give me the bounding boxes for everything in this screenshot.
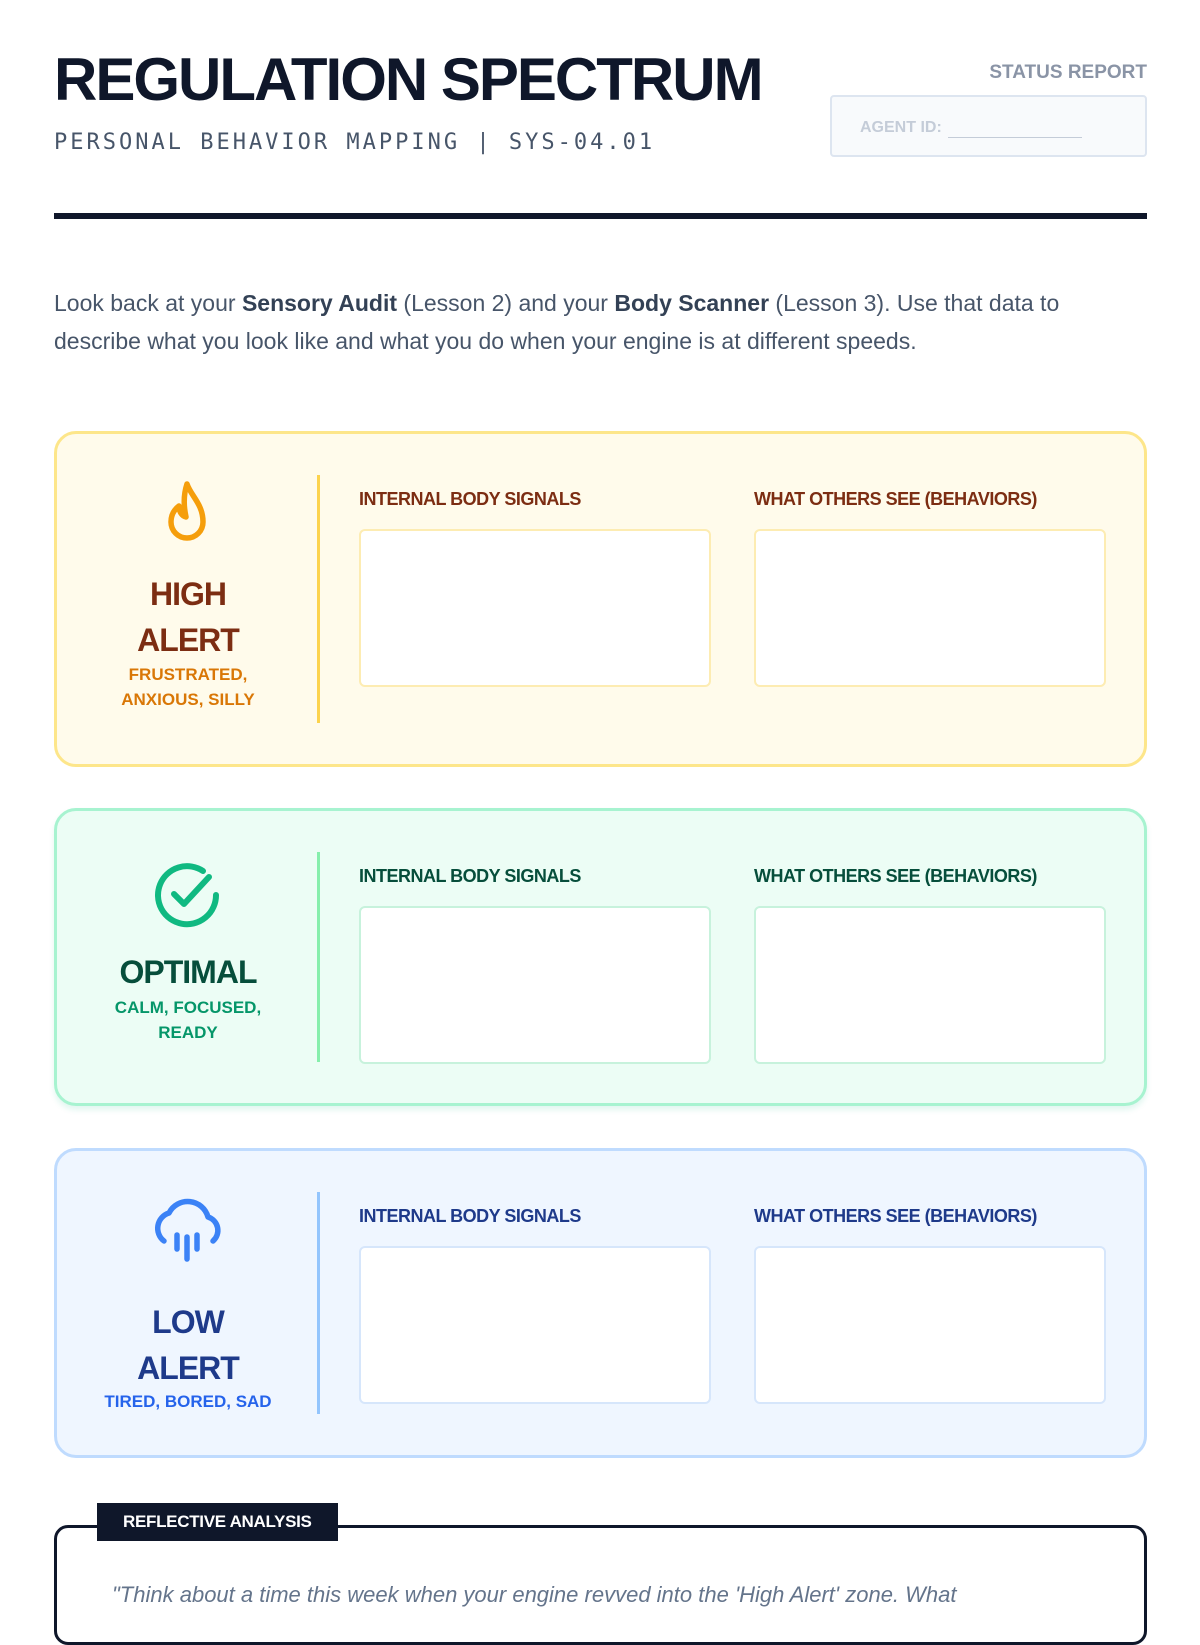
zone-feelings: CALM, FOCUSED, READY: [114, 998, 262, 1042]
intro-sensory-audit: Sensory Audit: [241, 290, 398, 316]
internal-signals-label: INTERNAL BODY SIGNALS: [359, 1206, 581, 1226]
page-subtitle: PERSONAL BEHAVIOR MAPPING | SYS-04.01: [54, 130, 656, 155]
behaviors-input[interactable]: [754, 906, 1106, 1064]
zone-name-line2: ALERT: [137, 622, 239, 658]
flame-icon: [147, 476, 227, 556]
page-title: REGULATION SPECTRUM: [54, 46, 762, 113]
internal-signals-label: INTERNAL BODY SIGNALS: [359, 489, 581, 509]
intro-text-3: (Lesson 3). Use that data to describe what you look like and what you do when your engine is at different speeds.: [54, 290, 1060, 354]
zone-high-alert-identity: [57, 434, 319, 764]
zone-low-alert: [54, 1148, 1147, 1458]
cloud-rain-icon: [147, 1191, 227, 1271]
agent-id-blank-line: [948, 137, 1082, 138]
agent-id-label: AGENT ID:: [860, 119, 942, 136]
behaviors-input[interactable]: [754, 1246, 1106, 1404]
reflective-analysis-tag: REFLECTIVE ANALYSIS: [97, 1503, 338, 1541]
intro-text-1: Look back at your: [54, 290, 242, 316]
zone-optimal-identity: [57, 811, 319, 1103]
check-circle-icon: [147, 855, 227, 935]
internal-signals-label: INTERNAL BODY SIGNALS: [359, 866, 581, 886]
internal-signals-input[interactable]: [359, 1246, 711, 1404]
zone-name-line2: ALERT: [137, 1350, 239, 1386]
intro-instructions: [54, 284, 1147, 360]
zone-low-alert-identity: [57, 1151, 319, 1455]
zone-name-line1: HIGH: [150, 576, 226, 612]
zone-high-alert: [54, 431, 1147, 767]
zone-divider: [317, 1192, 320, 1414]
internal-signals-input[interactable]: [359, 529, 711, 687]
zone-optimal: [54, 808, 1147, 1106]
behaviors-label: WHAT OTHERS SEE (BEHAVIORS): [754, 489, 1037, 509]
behaviors-input[interactable]: [754, 529, 1106, 687]
zone-name-line1: LOW: [152, 1304, 224, 1340]
status-report-label: STATUS REPORT: [989, 62, 1147, 83]
zone-divider: [317, 852, 320, 1062]
internal-signals-input[interactable]: [359, 906, 711, 1064]
agent-id-field[interactable]: [830, 95, 1147, 157]
intro-text-2: (Lesson 2) and your: [397, 290, 615, 316]
header-divider: [54, 213, 1147, 219]
zone-divider: [317, 475, 320, 723]
intro-body-scanner: Body Scanner: [614, 290, 770, 316]
reflective-analysis-prompt: "Think about a time this week when your engine revved into the 'High Alert' zone. What: [112, 1582, 957, 1607]
zone-feelings: FRUSTRATED, ANXIOUS, SILLY: [121, 665, 255, 709]
zone-feelings: TIRED, BORED, SAD: [104, 1392, 272, 1411]
zone-name-line1: OPTIMAL: [119, 954, 257, 990]
behaviors-label: WHAT OTHERS SEE (BEHAVIORS): [754, 1206, 1037, 1226]
behaviors-label: WHAT OTHERS SEE (BEHAVIORS): [754, 866, 1037, 886]
